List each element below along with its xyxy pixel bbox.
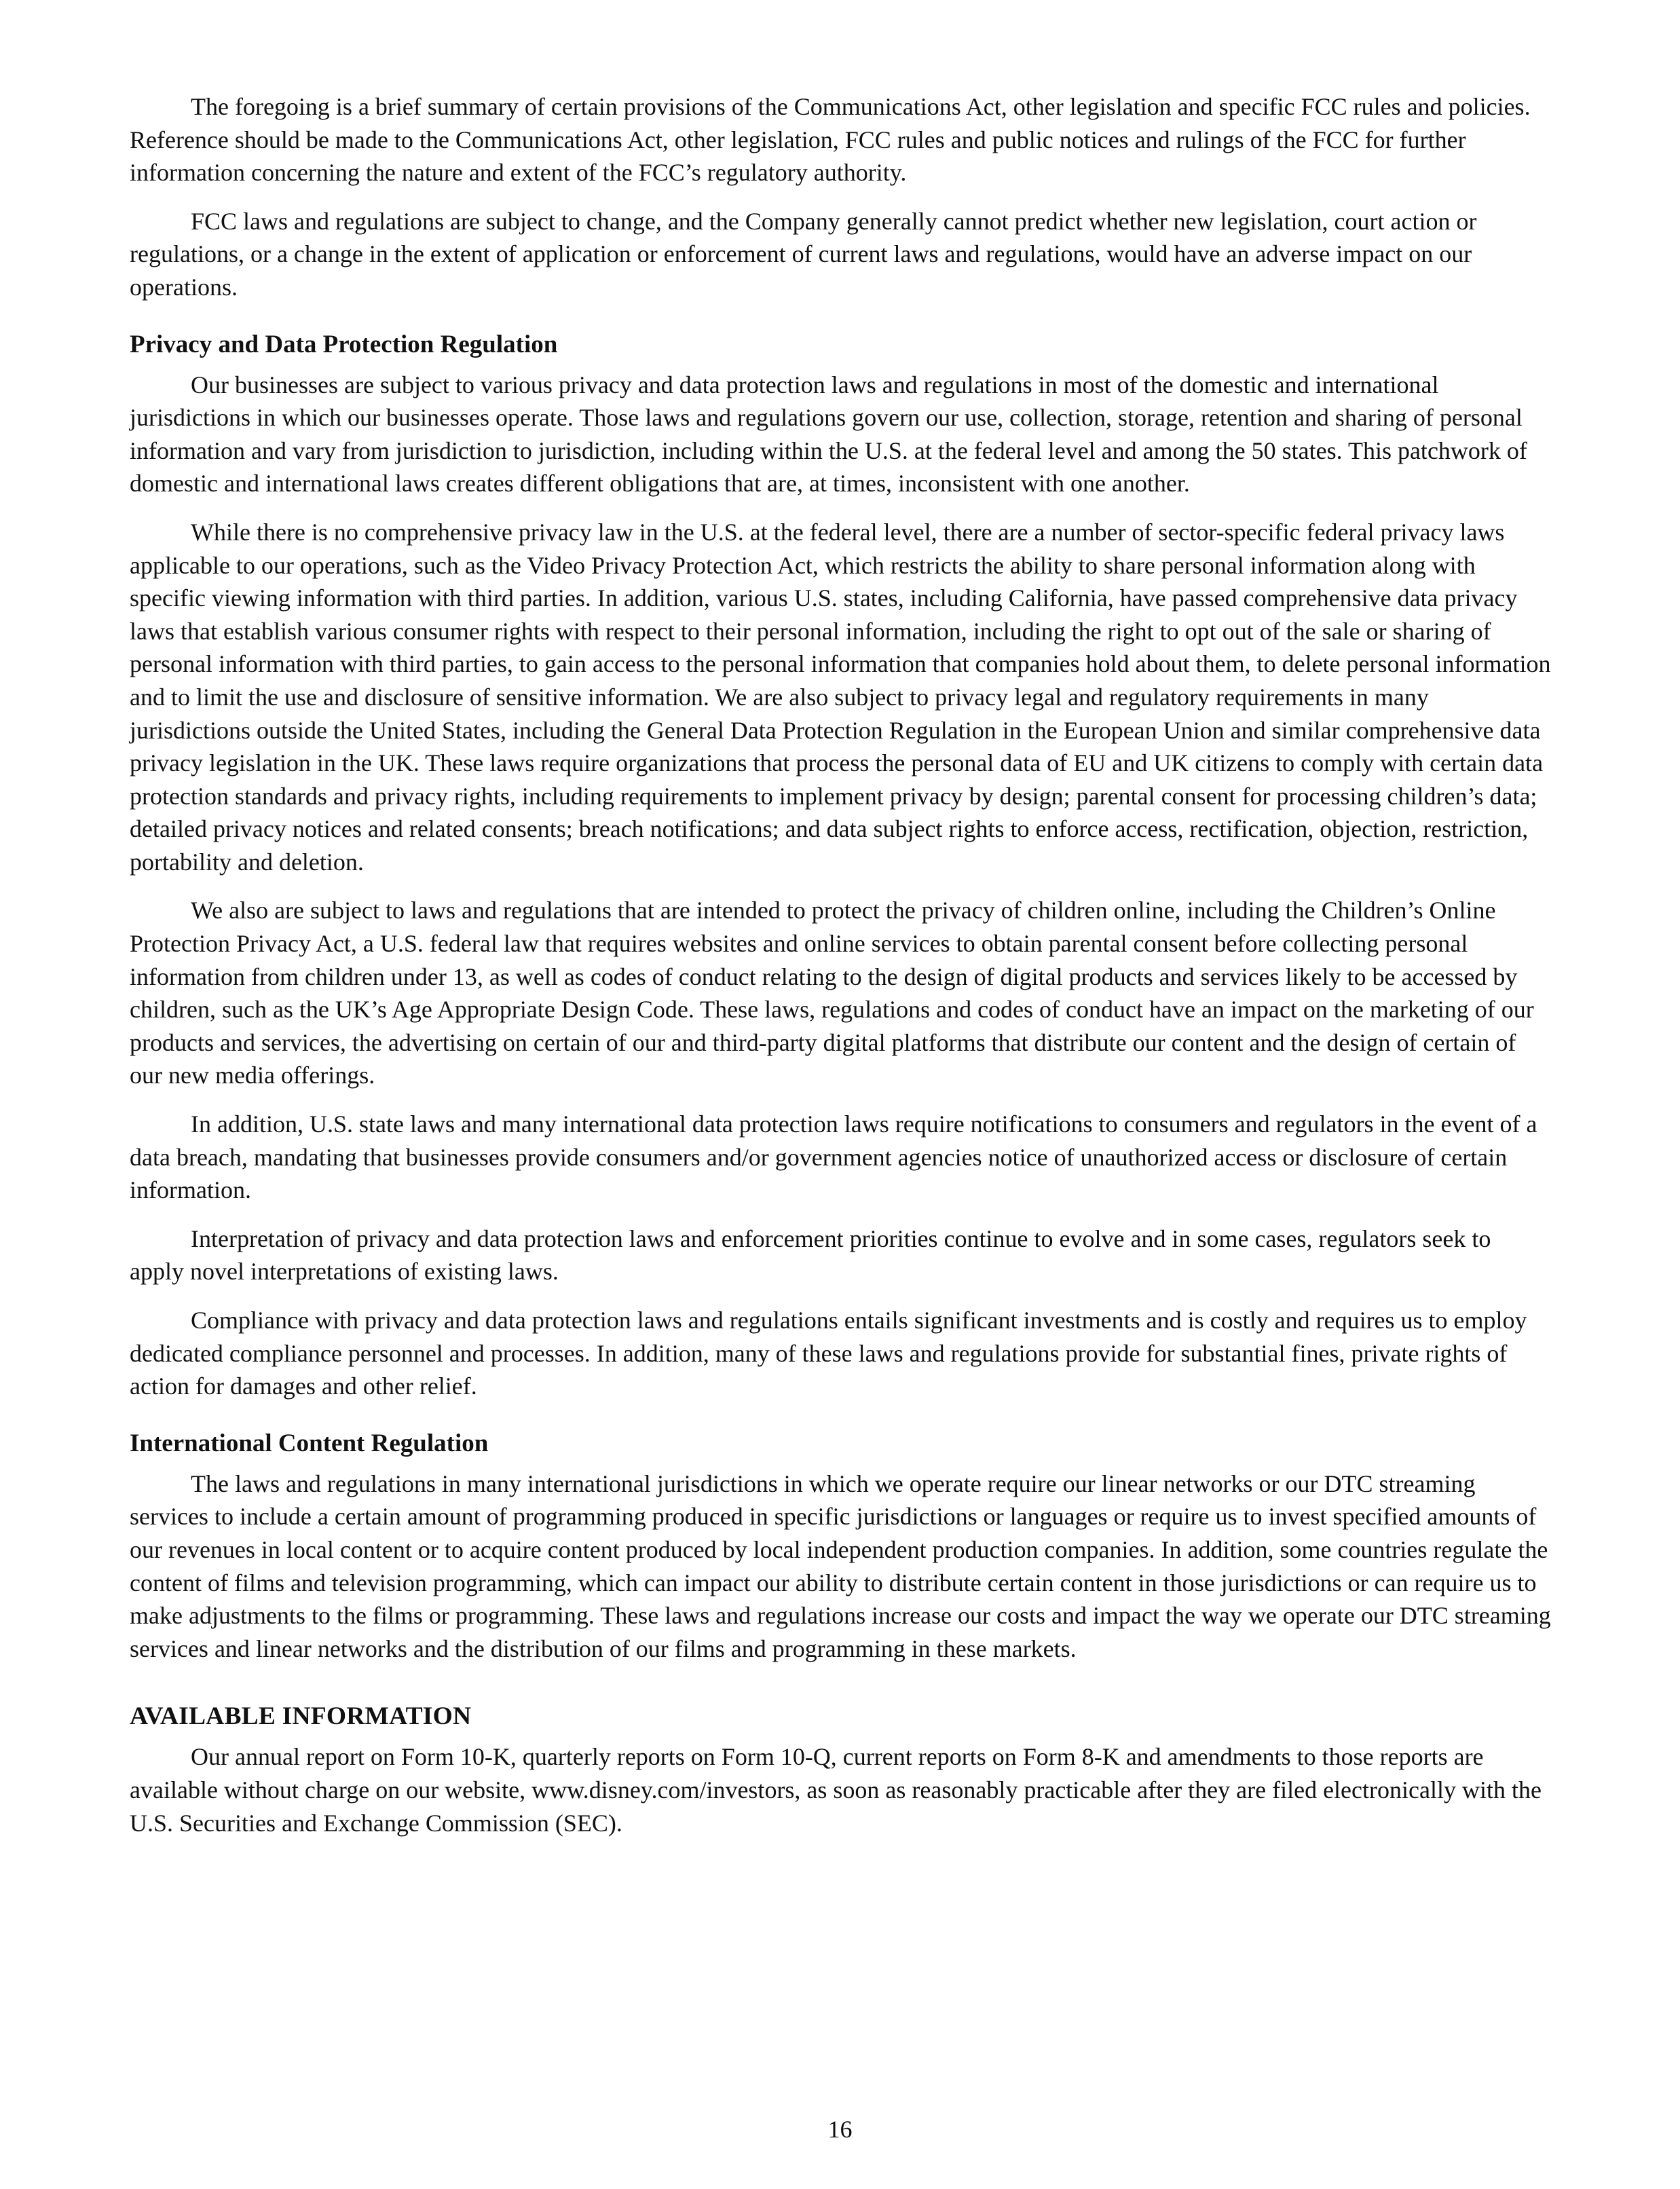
available-information-heading: AVAILABLE INFORMATION	[130, 1702, 472, 1731]
intro-paragraph: The foregoing is a brief summary of certain provisions of the Communications Act, other legislation and specific FCC rules and policies. Reference should be made to the Communications Act, other legislation, FCC rules and public notices and rulings of the FCC for further information concerning the nature and extent of the FCC’s regulatory authority.	[130, 93, 1531, 187]
document-page	[130, 90, 1551, 1855]
privacy-paragraph: Compliance with privacy and data protection laws and regulations entails significant investments and is costly and requires us to employ dedicated compliance personnel and processes. In addition, many of these laws and regulations provide for substantial fines, private rights of action for damages and other relief.	[130, 1307, 1527, 1400]
intro-paragraph: FCC laws and regulations are subject to change, and the Company generally cannot predict whether new legislation, court action or regulations, or a change in the extent of application or enforcement of current laws and regulations, would have an adverse impact on our operations.	[130, 207, 1477, 301]
page-number: 16	[827, 2116, 853, 2143]
privacy-paragraph: Our businesses are subject to various privacy and data protection laws and regulations in most of the domestic and international jurisdictions in which our businesses operate. Those laws and regulations govern our use, collection, storage, retention and sharing of personal information and vary from jurisdiction to jurisdiction, including within the U.S. at the federal level and among the 50 states. This patchwork of domestic and international laws creates different obligations that are, at times, inconsistent with one another.	[130, 371, 1527, 498]
international-section-heading: International Content Regulation	[130, 1429, 489, 1457]
privacy-paragraph: We also are subject to laws and regulations that are intended to protect the privacy of children online, including the Children’s Online Protection Privacy Act, a U.S. federal law that requires websites and online services to obtain parental consent before collecting personal information from children under 13, as well as codes of conduct relating to the design of digital products and services likely to be accessed by children, such as the UK’s Age Appropriate Design Code. These laws, regulations and codes of conduct have an impact on the marketing of our products and services, the advertising on certain of our and third-party digital platforms that distribute our content and the design of certain of our new media offerings.	[130, 897, 1534, 1089]
privacy-paragraph: In addition, U.S. state laws and many international data protection laws require notifications to consumers and regulators in the event of a data breach, mandating that businesses provide consumers and/or government agencies notice of unauthorized access or disclosure of certain information.	[130, 1110, 1537, 1204]
privacy-paragraph: Interpretation of privacy and data protection laws and enforcement priorities continue to evolve and in some cases, regulators seek to apply novel interpretations of existing laws.	[130, 1224, 1491, 1286]
privacy-section-heading: Privacy and Data Protection Regulation	[130, 330, 558, 358]
international-paragraph: The laws and regulations in many international jurisdictions in which we operate require our linear networks or our DTC streaming services to include a certain amount of programming produced in specific jurisdictions or languages or require us to invest specified amounts of our revenues in local content or to acquire content produced by local independent production companies. In addition, some countries regulate the content of films and television programming, which can impact our ability to distribute certain content in those jurisdictions or can require us to make adjustments to the films or programming. These laws and regulations increase our costs and impact the way we operate our DTC streaming services and linear networks and the distribution of our films and programming in these markets.	[130, 1470, 1551, 1662]
privacy-paragraph: While there is no comprehensive privacy law in the U.S. at the federal level, there are a number of sector-specific federal privacy laws applicable to our operations, such as the Video Privacy Protection Act, which restricts the ability to share personal information along with specific viewing information with third parties. In addition, various U.S. states, including California, have passed comprehensive data privacy laws that establish various consumer rights with respect to their personal information, including the right to opt out of the sale or sharing of personal information with third parties, to gain access to the personal information that companies hold about them, to delete personal information and to limit the use and disclosure of sensitive information. We are also subject to privacy legal and regulatory requirements in many jurisdictions outside the United States, including the General Data Protection Regulation in the European Union and similar comprehensive data privacy legislation in the UK. These laws require organizations that process the personal data of EU and UK citizens to comply with certain data protection standards and privacy rights, including requirements to implement privacy by design; parental consent for processing children’s data; detailed privacy notices and related consents; breach notifications; and data subject rights to enforce access, rectification, objection, restriction, portability and deletion.	[130, 518, 1551, 876]
available-information-paragraph: Our annual report on Form 10-K, quarterly reports on Form 10-Q, current reports on Form 8-K and amendments to those reports are available without charge on our website, www.disney.com/investors, as soon as reasonably practicable after they are filed electronically with the U.S. Securities and Exchange Commission (SEC).	[130, 1743, 1542, 1837]
